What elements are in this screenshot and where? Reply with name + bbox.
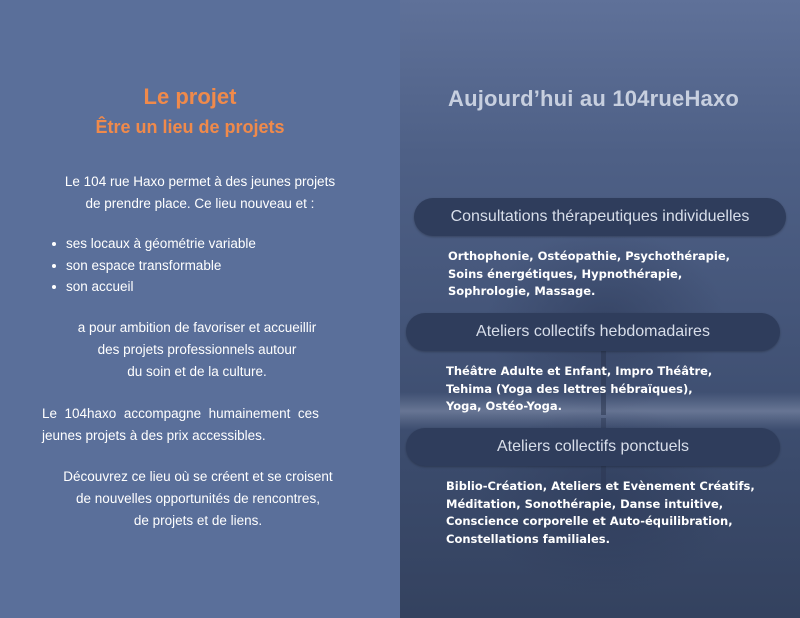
section-heading-occasional: Ateliers collectifs ponctuels	[406, 428, 780, 466]
weekly-list	[446, 363, 712, 416]
intro-paragraph	[0, 171, 400, 215]
ambition-line: a pour ambition de favoriser et accueillir	[77, 320, 317, 335]
list-item: Théâtre Adulte et Enfant, Impro Théâtre,	[446, 364, 713, 378]
list-item: Méditation, Sonothérapie, Danse intuitive,	[446, 496, 724, 511]
list-item: Constellations familiales.	[446, 531, 610, 546]
section-heading-consultations: Consultations thérapeutiques individuelles	[414, 198, 786, 236]
consultations-list	[448, 248, 730, 301]
discover-line: de projets et de liens.	[133, 513, 263, 528]
list-item: son accueil	[52, 276, 256, 298]
list-item: ses locaux à géométrie variable	[52, 233, 256, 255]
ambition-paragraph	[0, 317, 394, 383]
page-subtitle: Être un lieu de projets	[95, 117, 285, 137]
support-line: Le 104haxo accompagne humainement ces	[42, 406, 319, 421]
right-title: Aujourd’hui au 104rueHaxo	[448, 86, 740, 111]
section-heading-weekly: Ateliers collectifs hebdomadaires	[406, 313, 780, 351]
page-title: Le projet	[143, 84, 237, 109]
right-panel	[400, 0, 800, 618]
list-item: Sophrologie, Massage.	[448, 284, 596, 298]
occasional-list	[446, 478, 755, 548]
list-item: Biblio-Création, Ateliers et Evènement Créatifs,	[446, 479, 755, 493]
list-item: Yoga, Ostéo-Yoga.	[446, 399, 562, 413]
support-line: jeunes projets à des prix accessibles.	[42, 428, 266, 443]
discover-line: Découvrez ce lieu où se créent et se croisent	[63, 469, 333, 484]
list-item: son espace transformable	[52, 255, 256, 277]
intro-line: de prendre place. Ce lieu nouveau et :	[85, 196, 315, 211]
features-list	[52, 233, 256, 298]
ambition-line: des projets professionnels autour	[97, 342, 297, 357]
ambition-line: du soin et de la culture.	[127, 364, 267, 379]
discover-line: de nouvelles opportunités de rencontres,	[76, 491, 320, 506]
list-item: Tehima (Yoga des lettres hébraïques),	[446, 381, 693, 396]
support-paragraph	[42, 403, 355, 447]
list-item: Conscience corporelle et Auto-équilibration,	[446, 514, 733, 528]
intro-line: Le 104 rue Haxo permet à des jeunes projets	[64, 174, 336, 189]
list-item: Soins énergétiques, Hypnothérapie,	[448, 266, 683, 281]
list-item: Orthophonie, Ostéopathie, Psychothérapie,	[448, 249, 730, 263]
discover-paragraph	[0, 466, 396, 532]
